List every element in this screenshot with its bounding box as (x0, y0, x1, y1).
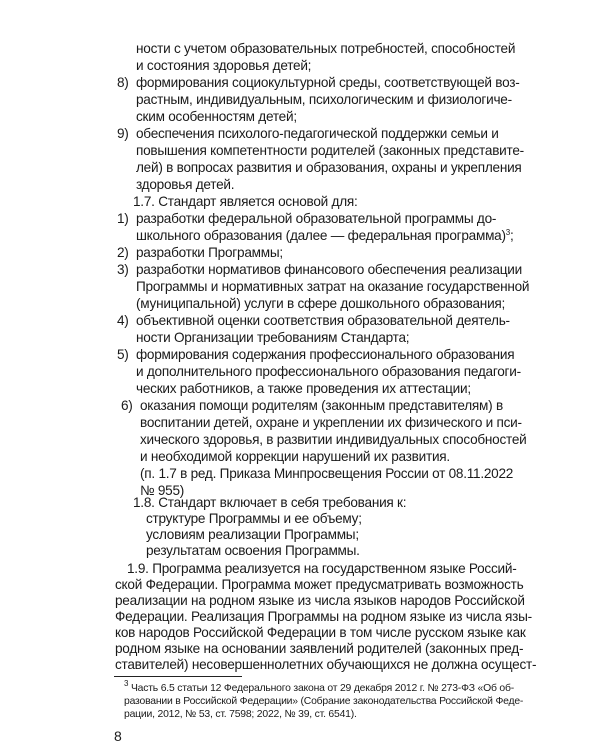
text-line: разработки Программы; (136, 245, 283, 260)
text-line: ческих работников, а также проведения их аттестации; (136, 381, 471, 396)
list-item: результатам освоения Программы. (146, 543, 360, 558)
list-number: 3) (117, 262, 129, 277)
section-heading: 1.8. Стандарт включает в себя требования к: (133, 495, 407, 510)
paragraph-line: родном языке на основании заявлений родителей (законных пред- (115, 641, 524, 656)
text-line: школьного образования (далее — федеральная программа)$^3$; (136, 228, 514, 243)
list-number: 1) (117, 211, 129, 226)
footnote-line: разовании в Российской Федерации» (Собрание законодательства Российской Феде- (124, 696, 524, 707)
list-number: 4) (117, 313, 129, 328)
list-item: структуре Программы и ее объему; (146, 511, 362, 526)
text-line: и необходимой коррекции нарушений их развития. (140, 449, 450, 464)
list-number: 9) (117, 126, 129, 141)
text-line: объективной оценки соответствия образовательной деятель- (136, 313, 510, 328)
footnote-line: рации, 2012, № 53, ст. 7598; 2022, № 39, ст. 6541). (124, 709, 357, 720)
text-line: и состояния здоровья детей; (136, 58, 312, 73)
text-line: формирования социокультурной среды, соответствующей воз- (136, 75, 520, 90)
footnote-reference: 3 (505, 228, 510, 237)
text-line: Программы и нормативных затрат на оказание государственной (136, 279, 530, 294)
footnote-divider (114, 676, 242, 677)
paragraph-line: ставителей) несовершеннолетних обучающихся не должна осущест- (115, 657, 537, 672)
text-line: здоровья детей. (136, 177, 235, 192)
text-line: (муниципальной) услуги в сфере дошкольного образования; (136, 296, 506, 311)
footnote-line: $^3$ Часть 6.5 статьи 12 Федерального закона от 29 декабря 2012 г. № 273-ФЗ «Об об- (124, 679, 515, 694)
text-line: формирования содержания профессионального образования (136, 347, 515, 362)
list-number: 5) (117, 347, 129, 362)
text-line: разработки нормативов финансового обеспечения реализации (136, 262, 522, 277)
text-line: оказания помощи родителям (законным представителям) в (140, 398, 503, 413)
paragraph-line: ков народов Российской Федерации в том числе русском языке как (115, 625, 526, 640)
text-line: повышения компетентности родителей (законных представите- (136, 143, 524, 158)
text-line: ности с учетом образовательных потребностей, способностей (136, 41, 516, 56)
paragraph-line: реализации на родном языке из числа языков народов Российской (115, 593, 525, 608)
amendment-note: (п. 1.7 в ред. Приказа Минпросвещения России от 08.11.2022 (140, 466, 514, 481)
page-number: 8 (114, 728, 122, 744)
text-line: и дополнительного профессионального образования педагоги- (136, 364, 521, 379)
text-line: лей) в вопросах развития и образования, охраны и укрепления (136, 160, 522, 175)
list-number: 8) (117, 75, 129, 90)
text-line: ности Организации требованиям Стандарта; (136, 330, 410, 345)
paragraph-line: 1.9. Программа реализуется на государственном языке Россий- (127, 561, 517, 576)
amendment-note: № 955) (140, 483, 185, 498)
footnote-marker: 3 (124, 679, 129, 688)
section-heading: 1.7. Стандарт является основой для: (133, 194, 358, 209)
text-line: растным, индивидуальным, психологическим и физиологиче- (136, 92, 512, 107)
text-line: обеспечения психолого-педагогической поддержки семьи и (136, 126, 499, 141)
text-line: воспитании детей, охране и укреплении их физического и пси- (140, 415, 522, 430)
text-line: ским особенностям детей; (136, 109, 297, 124)
list-number: 2) (117, 245, 129, 260)
paragraph-line: ской Федерации. Программа может предусматривать возможность (115, 577, 524, 592)
text-line: хического здоровья, в развитии индивидуальных способностей (140, 432, 527, 447)
list-item: условиям реализации Программы; (146, 527, 359, 542)
text-line: разработки федеральной образовательной программы до- (136, 211, 497, 226)
list-number: 6) (121, 398, 133, 413)
paragraph-line: Федерации. Реализация Программы на родном языке из числа язы- (115, 609, 532, 624)
